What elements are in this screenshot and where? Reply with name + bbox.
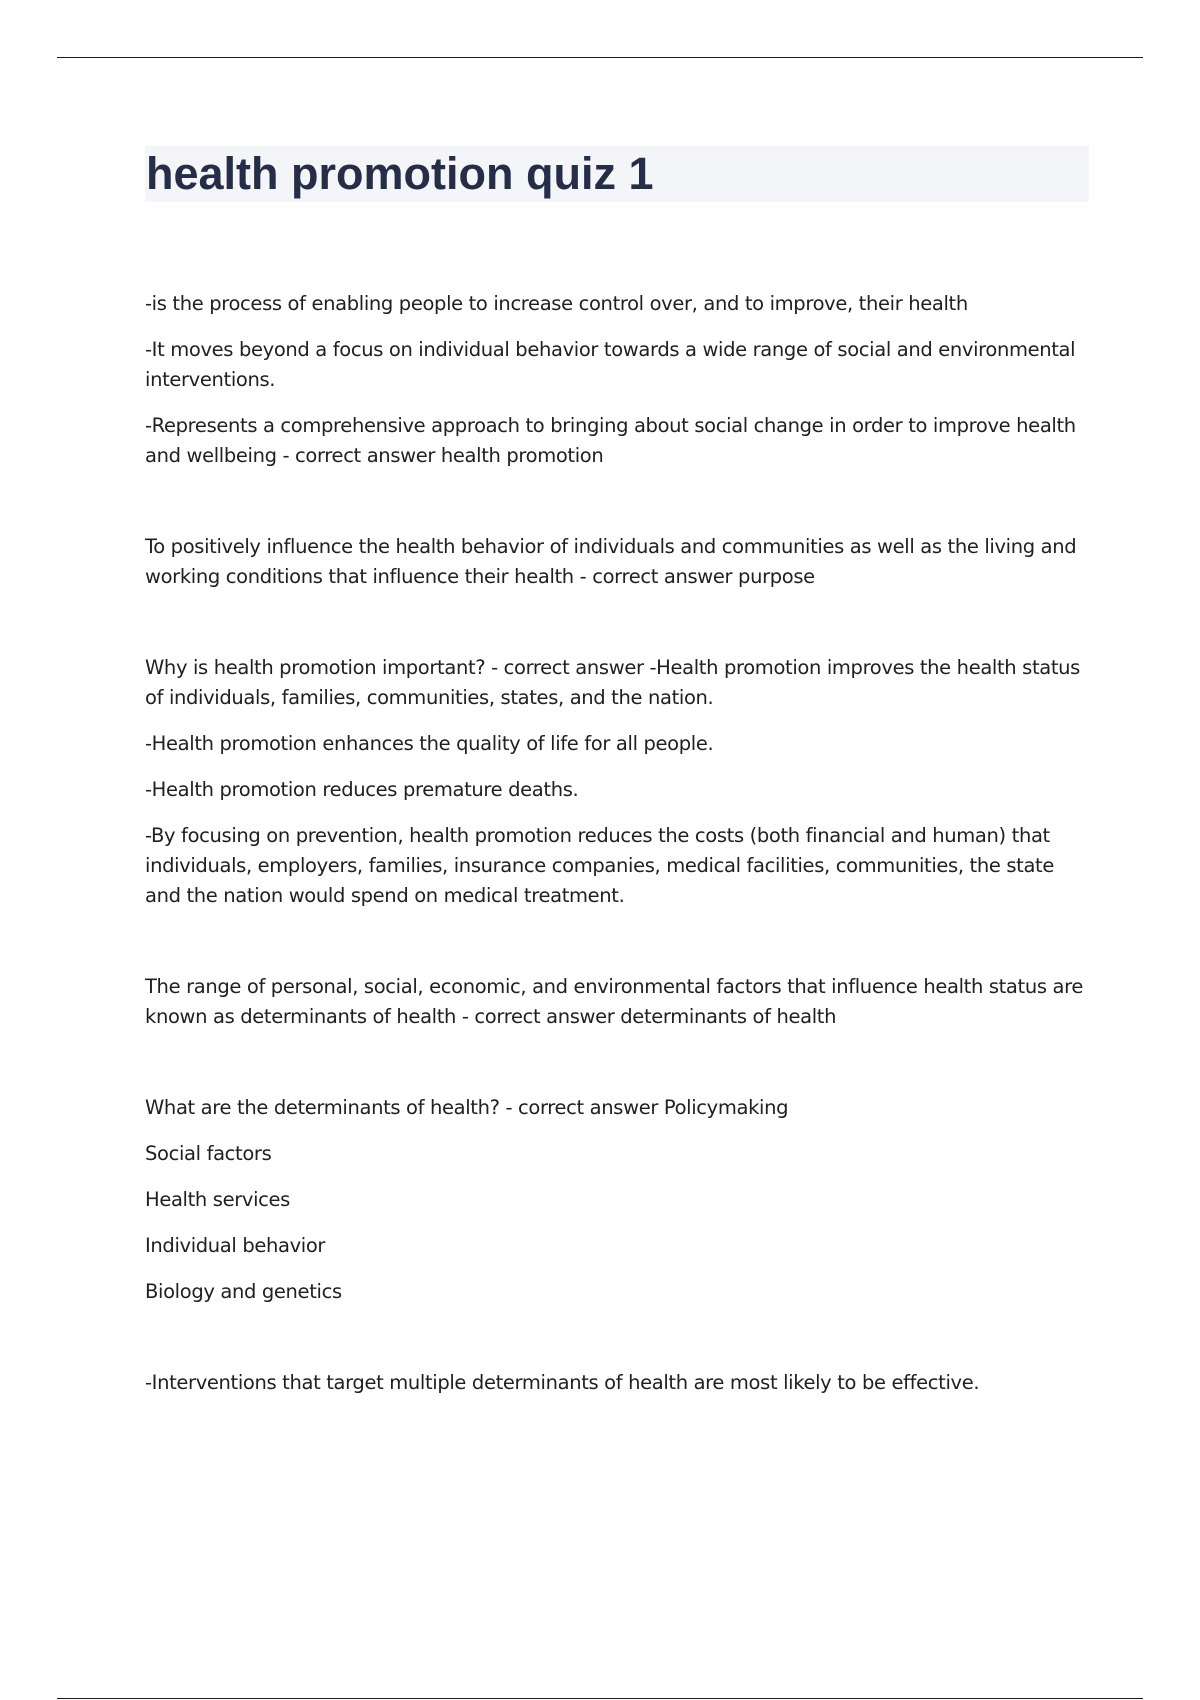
paragraph: -Represents a comprehensive approach to bringing about social change in order to improve health and wellbeing - correct answer health promotion [145, 414, 1076, 467]
page-title: health promotion quiz 1 [146, 148, 654, 199]
paragraph: -It moves beyond a focus on individual behavior towards a wide range of social and environmental interventions. [145, 338, 1076, 391]
qa-block-importance [145, 653, 1085, 911]
top-rule [57, 57, 1143, 58]
paragraph: -Health promotion reduces premature deaths. [145, 778, 579, 801]
block-spacer [145, 1048, 1085, 1093]
paragraph: Why is health promotion important? - correct answer -Health promotion improves the health status of individuals, families, communities, states, and the nation. [145, 656, 1080, 709]
paragraph: -Interventions that target multiple determinants of health are most likely to be effective. [145, 1371, 980, 1394]
qa-block-determinants-list [145, 1093, 1085, 1307]
paragraph: -is the process of enabling people to increase control over, and to improve, their health [145, 292, 968, 315]
paragraph: The range of personal, social, economic, and environmental factors that influence health status are known as determinants of health - correct answer determinants of health [145, 975, 1083, 1028]
paragraph: -Health promotion enhances the quality of life for all people. [145, 732, 714, 755]
bottom-rule [57, 1698, 1143, 1699]
list-item: Biology and genetics [145, 1280, 342, 1303]
block-spacer [145, 1323, 1085, 1368]
qa-block-interventions [145, 1368, 1085, 1398]
paragraph: What are the determinants of health? - correct answer Policymaking [145, 1096, 789, 1119]
block-spacer [145, 487, 1085, 532]
qa-block-purpose [145, 532, 1085, 592]
list-item: Social factors [145, 1142, 272, 1165]
list-item: Individual behavior [145, 1234, 326, 1257]
qa-block-health-promotion [145, 289, 1085, 471]
paragraph: To positively influence the health behavior of individuals and communities as well as the living and working conditions that influence their health - correct answer purpose [145, 535, 1077, 588]
document-body [145, 289, 1085, 1414]
paragraph: -By focusing on prevention, health promotion reduces the costs (both financial and human) that individuals, employers, families, insurance companies, medical facilities, communities, the state and the nation would spend on medical treatment. [145, 824, 1055, 907]
qa-block-determinants-definition [145, 972, 1085, 1032]
block-spacer [145, 608, 1085, 653]
block-spacer [145, 927, 1085, 972]
list-item: Health services [145, 1188, 290, 1211]
